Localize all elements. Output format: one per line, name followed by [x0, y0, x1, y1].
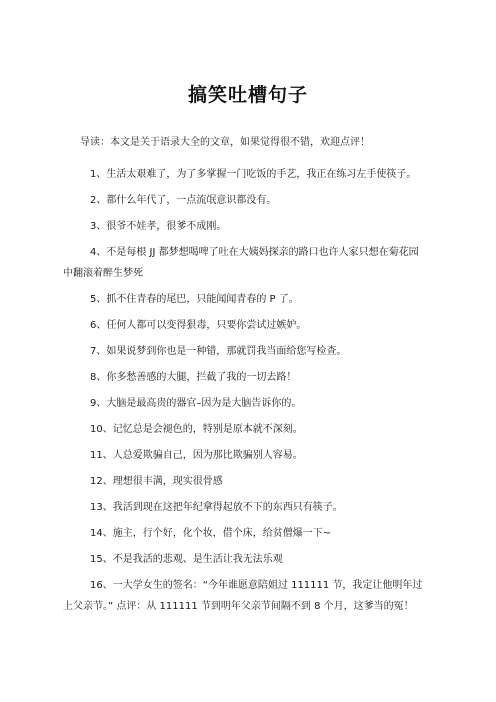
list-item-text: 10、记忆总是会褪色的，特别是原本就不深刻。: [90, 424, 303, 435]
list-item-text: 5、抓不住青春的尾巴，只能闻闻青春的 P 了。: [90, 294, 299, 305]
list-item-text: 14、施主，行个好，化个妆，借个床，给贫僧爆一下~: [90, 528, 332, 539]
list-item-text: 12、理想很丰满，现实很骨感: [90, 476, 223, 487]
list-item-text: 4、不是每根 JJ 都梦想喝啤了吐在大姨妈探亲的路口也许人家只想在菊花园: [90, 247, 419, 258]
list-item-text: 16、一大学女生的签名：“今年谁愿意陪姐过 111111 节，我定让他明年过: [90, 580, 423, 591]
list-item: [63, 194, 443, 207]
list-item: [63, 501, 443, 514]
list-item-text: 15、不是我活的悲观、是生活让我无法乐观: [90, 554, 283, 565]
list-item-text: 8、你多愁善感的大腿，拦截了我的一切去路！: [90, 372, 297, 383]
list-item: [63, 449, 443, 462]
document-intro: 导读：本文是关于语录大全的文章，如果觉得很不错，欢迎点评！: [80, 137, 370, 148]
list-item: [63, 397, 443, 410]
list-item: [63, 242, 443, 284]
list-item: [63, 527, 443, 540]
list-item: [63, 423, 443, 436]
list-item-text: 1、生活太艰难了，为了多掌握一门吃饭的手艺，我正在练习左手使筷子。: [90, 169, 417, 180]
list-item: [63, 345, 443, 358]
list-item: [63, 220, 443, 233]
list-item-text: 11、人总爱欺骗自己，因为那比欺骗别人容易。: [90, 450, 303, 461]
list-item: [63, 319, 443, 332]
list-item: [63, 371, 443, 384]
list-item: [63, 168, 443, 181]
list-item-text: 7、如果说梦到你也是一种错，那就罚我当面给您写检查。: [90, 346, 347, 357]
list-item-text: 2、都什么年代了，一点流氓意识都没有。: [90, 195, 277, 206]
list-item: [63, 293, 443, 306]
list-item: [63, 475, 443, 488]
document-title: 搞笑吐槽句子: [187, 84, 308, 106]
list-item-text-continued: 上父亲节。” 点评：从 111111 节到明年父亲节间隔不到 8 个月，这爹当的冤！: [63, 601, 414, 612]
list-item-text: 13、我活到现在这把年纪拿得起放不下的东西只有筷子。: [90, 502, 343, 513]
list-item-text: 6、任何人都可以变得狠毒，只要你尝试过嫉妒。: [90, 320, 307, 331]
list-item-text-continued: 中翻滚着醉生梦死: [63, 268, 143, 279]
list-item-text: 9、大脑是最高贵的器官–因为是大脑告诉你的。: [90, 398, 302, 409]
quote-list: [63, 168, 443, 626]
list-item: [63, 553, 443, 566]
list-item: [63, 575, 443, 617]
list-item-text: 3、很爷不娃孝，很爹不成刚。: [90, 221, 227, 232]
